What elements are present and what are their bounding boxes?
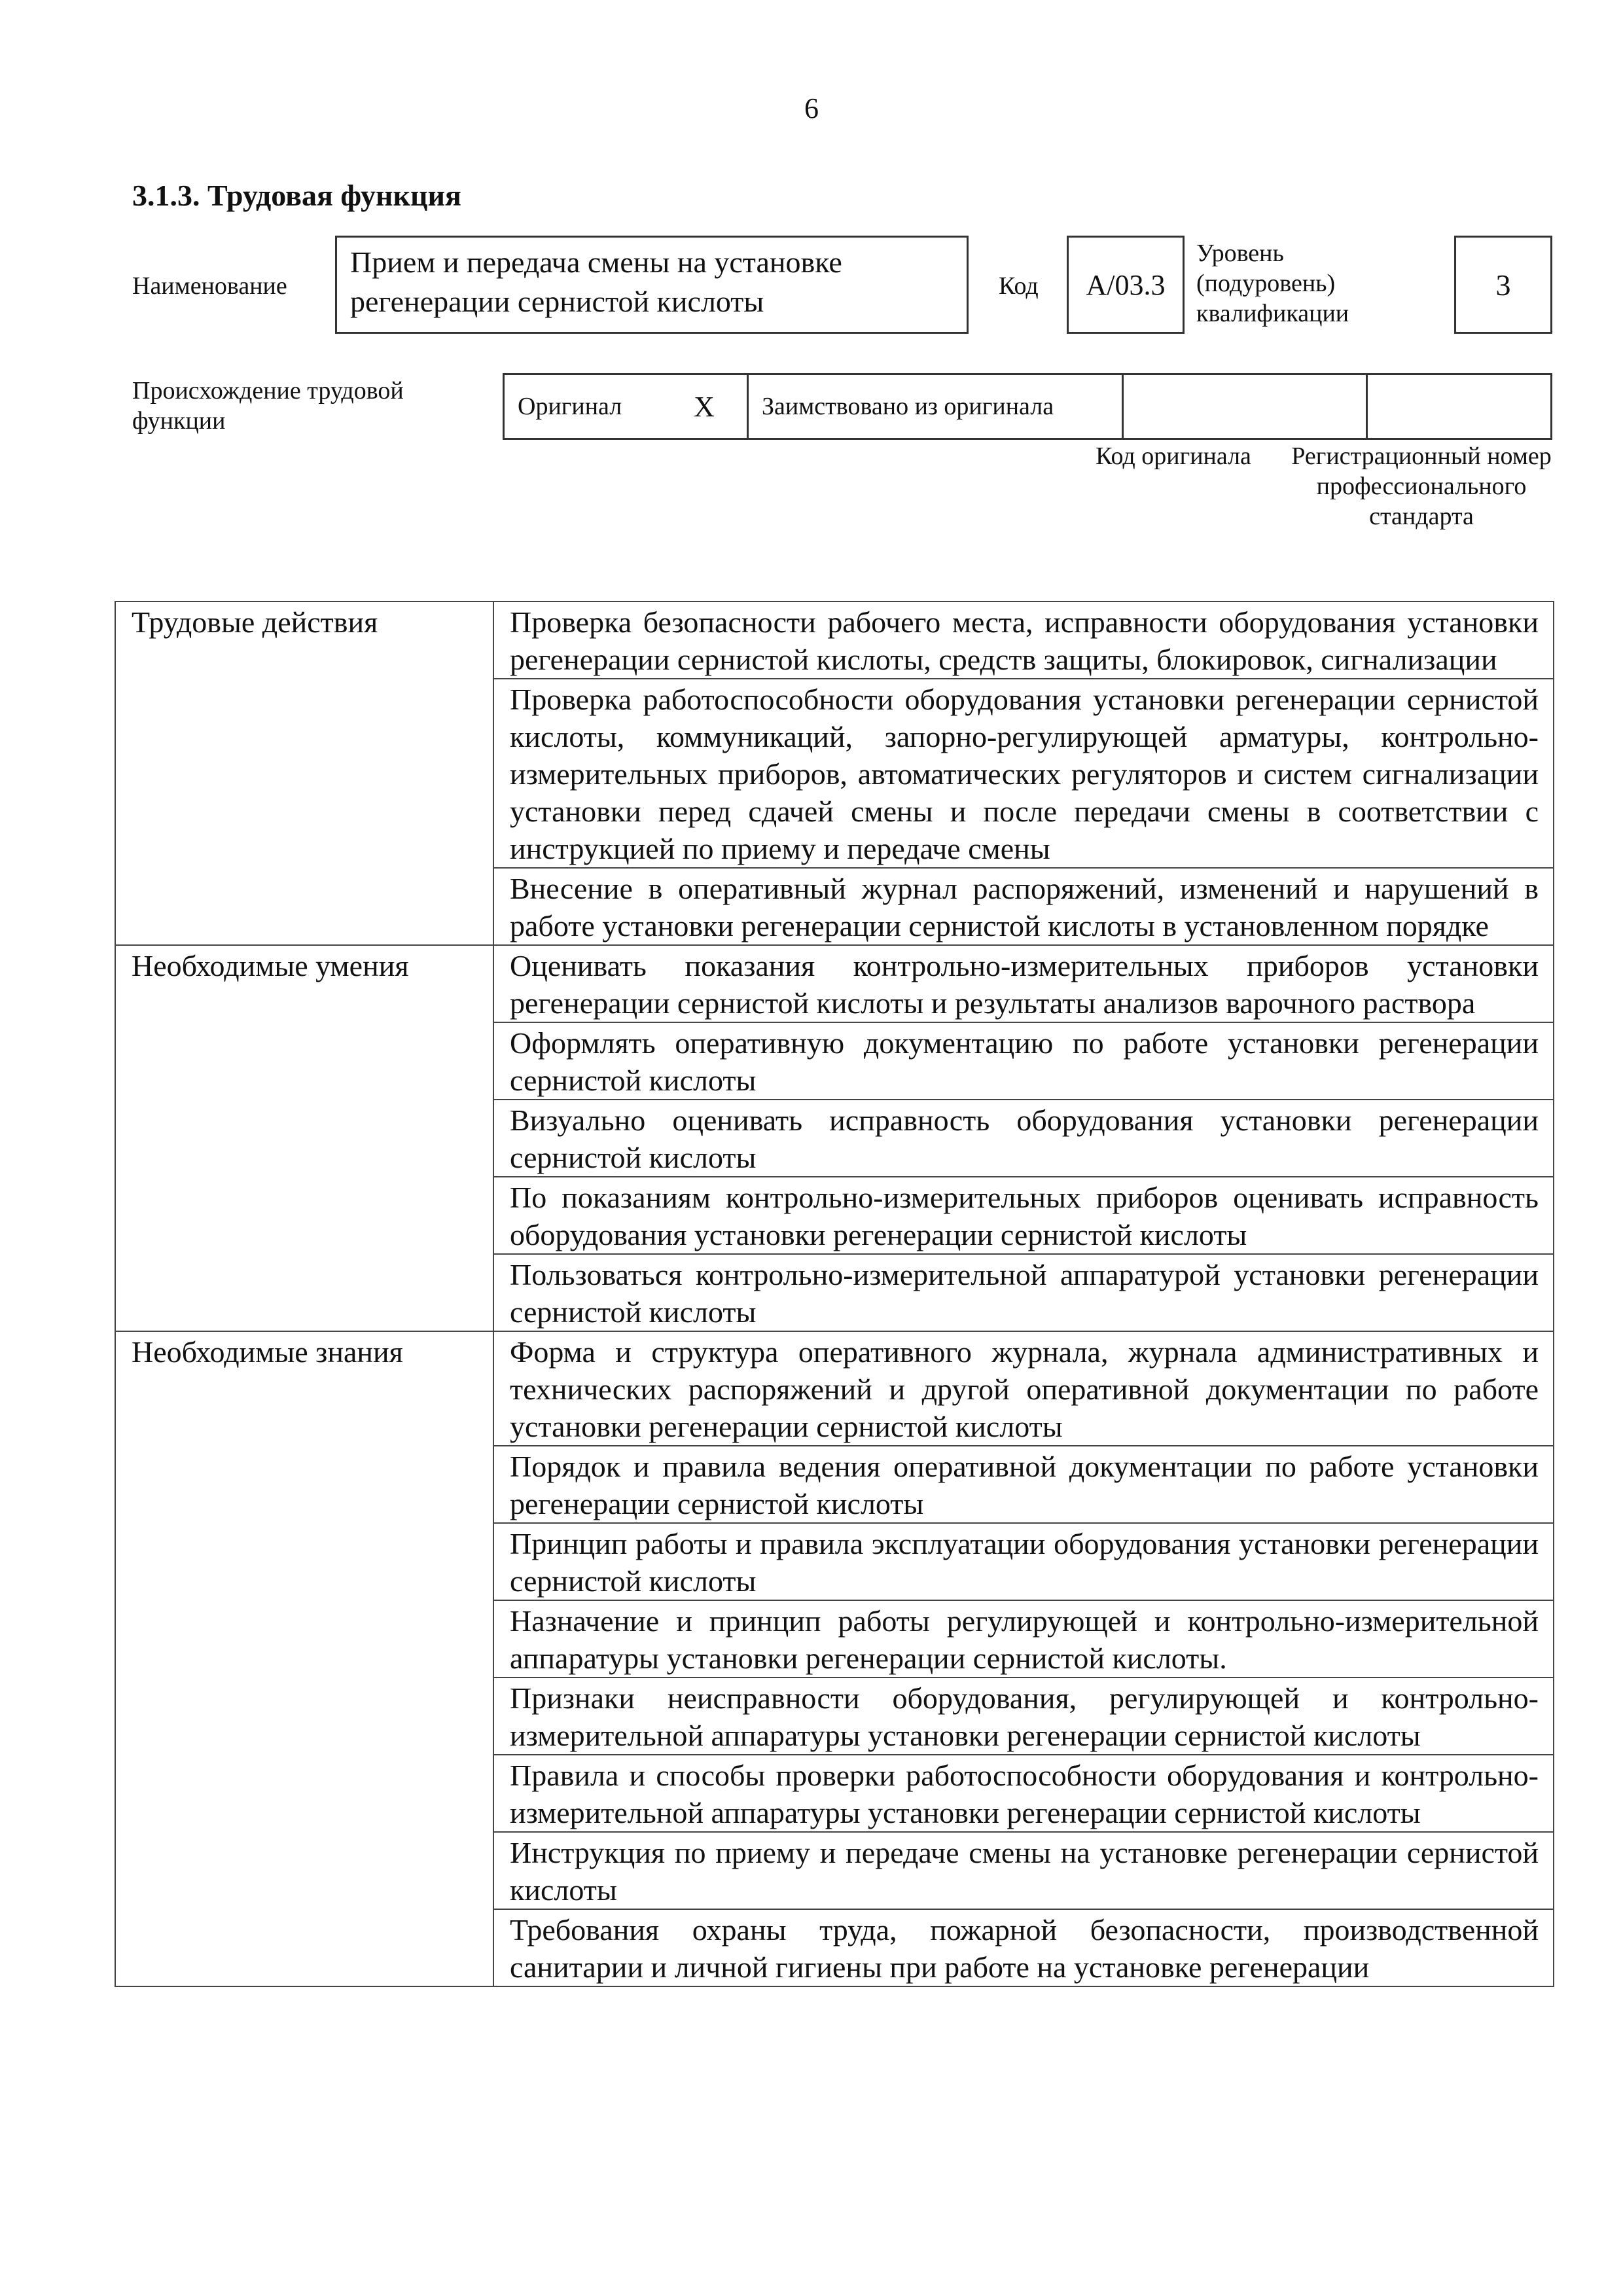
list-item: По показаниям контрольно-измерительных приборов оценивать исправность оборудования установки регенерации сернистой кислоты [493, 1177, 1554, 1254]
code-label: Код [999, 272, 1039, 300]
borrowed-label: Заимствовано из оригинала [748, 374, 1123, 439]
list-item: Пользоваться контрольно-измерительной аппаратурой установки регенерации сернистой кислоты [493, 1254, 1554, 1331]
list-item: Визуально оценивать исправность оборудования установки регенерации сернистой кислоты [493, 1100, 1554, 1177]
code-original-cell [1123, 374, 1367, 439]
list-item: Правила и способы проверки работоспособности оборудования и контрольно-измерительной аппаратуры установки регенерации сернистой кислоты [493, 1755, 1554, 1832]
reg-number-cell [1367, 374, 1552, 439]
list-item: Форма и структура оперативного журнала, журнала административных и технических распоряжений и другой оперативной документации по работе установки регенерации сернистой кислоты [493, 1331, 1554, 1446]
table-row [115, 1331, 1554, 1446]
list-item: Инструкция по приему и передаче смены на установке регенерации сернистой кислоты [493, 1832, 1554, 1909]
list-item: Порядок и правила ведения оперативной документации по работе установки регенерации сернистой кислоты [493, 1446, 1554, 1523]
list-item: Проверка работоспособности оборудования установки регенерации сернистой кислоты, коммуникаций, запорно-регулирующей арматуры, контрольно-измерительных приборов, автоматических регуляторов и систем сигнализации установки перед сдачей смены и после передачи смены в соответствии с инструкцией по приему и передаче смены [493, 679, 1554, 868]
section-title: 3.1.3. Трудовая функция [132, 179, 461, 212]
category-cell: Трудовые действия [115, 601, 493, 945]
origin-label: Происхождение трудовой функции [132, 377, 404, 435]
list-item: Оценивать показания контрольно-измерительных приборов установки регенерации сернистой кислоты и результаты анализов варочного раствора [493, 945, 1554, 1022]
name-label: Наименование [132, 272, 287, 300]
list-item: Назначение и принцип работы регулирующей и контрольно-измерительной аппаратуры установки регенерации сернистой кислоты. [493, 1600, 1554, 1677]
page-number: 6 [804, 92, 819, 124]
reg-number-caption: Регистрационный номер профессионального стандарта [1291, 442, 1552, 530]
list-item: Внесение в оперативный журнал распоряжений, изменений и нарушений в работе установки регенерации сернистой кислоты в установленном порядке [493, 868, 1554, 945]
origin-table [503, 373, 1552, 440]
level-field: 3 [1454, 236, 1552, 334]
list-item: Принцип работы и правила эксплуатации оборудования установки регенерации сернистой кислоты [493, 1523, 1554, 1600]
category-cell: Необходимые умения [115, 945, 493, 1331]
list-item: Проверка безопасности рабочего места, исправности оборудования установки регенерации сернистой кислоты, средств защиты, блокировок, сигнализации [493, 601, 1554, 679]
code-field: А/03.3 [1067, 236, 1185, 334]
list-item: Оформлять оперативную документацию по работе установки регенерации сернистой кислоты [493, 1022, 1554, 1100]
function-name-field: Прием и передача смены на установке регенерации сернистой кислоты [335, 236, 969, 334]
original-label: Оригинал [504, 374, 662, 439]
table-row [115, 945, 1554, 1022]
level-label: Уровень (подуровень) квалификации [1196, 240, 1349, 327]
table-row [115, 601, 1554, 679]
function-details-table [115, 601, 1554, 1987]
list-item: Требования охраны труда, пожарной безопасности, производственной санитарии и личной гигиены при работе на установке регенерации [493, 1909, 1554, 1986]
category-cell: Необходимые знания [115, 1331, 493, 1986]
list-item: Признаки неисправности оборудования, регулирующей и контрольно-измерительной аппаратуры установки регенерации сернистой кислоты [493, 1677, 1554, 1755]
original-mark: X [662, 374, 748, 439]
code-original-caption: Код оригинала [1096, 442, 1251, 470]
